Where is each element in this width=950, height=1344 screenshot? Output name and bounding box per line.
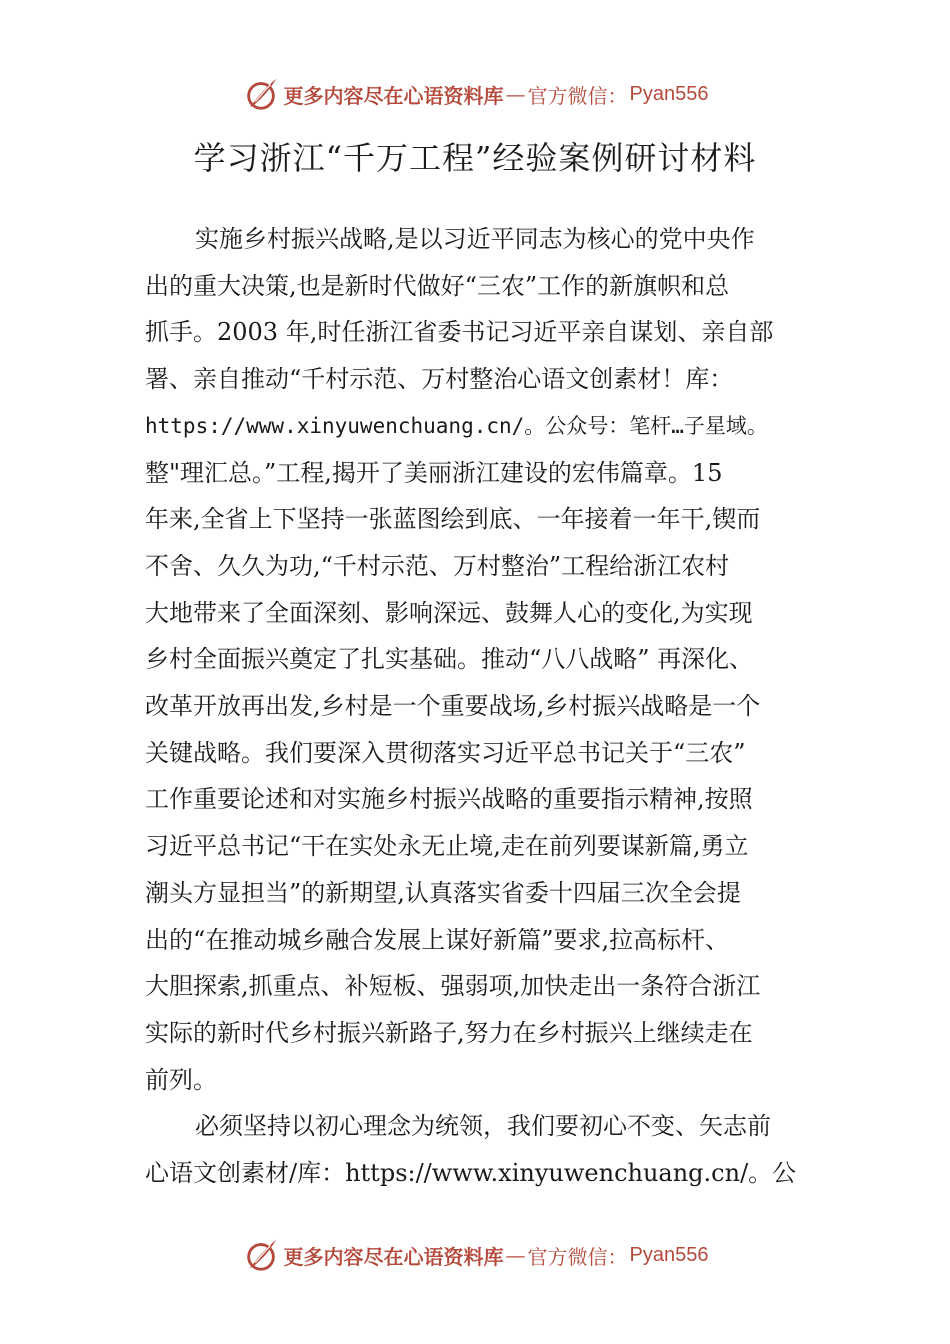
- text-line: 抓手。2003 年,时任浙江省委书记习近平亲自谋划、亲自部: [145, 318, 774, 347]
- footer-banner: [0, 1233, 950, 1277]
- text-line: 出的重大决策,也是新时代做好“三农”工作的新旗帜和总: [145, 271, 730, 300]
- text-line: 署、亲自推动“千村示范、万村整治心语文创素材！库：: [145, 365, 734, 394]
- text-line: 心语文创素材/库：https://www.xinyuwenchuang.cn/。公: [145, 1159, 797, 1188]
- document-title: 学习浙江“千万工程”经验案例研讨材料: [193, 139, 757, 177]
- red-feather-logo-icon: [242, 75, 280, 113]
- text-line: 改革开放再出发,乡村是一个重要战场,乡村振兴战略是一个: [145, 692, 761, 721]
- text-line: 乡村全面振兴奠定了扎实基础。推动“八八战略” 再深化、: [145, 645, 754, 674]
- banner-dash: —: [505, 1243, 526, 1267]
- banner-wechat-id: Pyan556: [629, 1243, 709, 1266]
- text-line-url: https://www.xinyuwenchuang.cn/。公众号：笔杆…子星域。: [145, 413, 768, 438]
- text-line: 工作重要论述和对实施乡村振兴战略的重要指示精神,按照: [145, 785, 753, 814]
- banner-wechat-label: 官方微信：: [527, 83, 628, 108]
- text-line: 大胆探索,抓重点、补短板、强弱项,加快走出一条符合浙江: [145, 972, 761, 1001]
- document-body: [145, 216, 835, 1197]
- text-line: 关键战略。我们要深入贯彻落实习近平总书记关于“三农”: [145, 738, 746, 767]
- header-banner: [0, 72, 950, 116]
- text-line: 实施乡村振兴战略,是以习近平同志为核心的党中央作: [195, 225, 755, 253]
- text-line: 前列。: [145, 1065, 217, 1094]
- banner-wechat-label: 官方微信：: [527, 1244, 628, 1269]
- text-line: 实际的新时代乡村振兴新路子,努力在乡村振兴上继续走在: [145, 1018, 753, 1047]
- text-line: 大地带来了全面深刻、影响深远、鼓舞人心的变化,为实现: [145, 598, 753, 627]
- text-line: 必须坚持以初心理念为统领，我们要初心不变、矢志前: [195, 1112, 771, 1141]
- text-line: 整"理汇总。”工程,揭开了美丽浙江建设的宏伟篇章。15: [145, 458, 723, 487]
- paragraph-2: [145, 1103, 835, 1196]
- banner-dash: —: [505, 82, 526, 106]
- paragraph-1: [145, 216, 835, 1103]
- text-line: 习近平总书记“干在实处永无止境,走在前列要谋新篇,勇立: [145, 832, 749, 861]
- text-line: 不舍、久久为功,“千村示范、万村整治”工程给浙江农村: [145, 551, 730, 580]
- banner-wechat-id: Pyan556: [629, 82, 709, 105]
- text-line: 年来,全省上下坚持一张蓝图绘到底、一年接着一年干,锲而: [145, 505, 761, 534]
- text-line: 出的“在推动城乡融合发展上谋好新篇”要求,拉高标杆、: [145, 925, 730, 954]
- banner-brand-text: 更多内容尽在心语资料库: [283, 1244, 504, 1269]
- red-feather-logo-icon: [242, 1236, 280, 1274]
- text-line: 潮头方显担当”的新期望,认真落实省委十四届三次全会提: [145, 878, 741, 907]
- banner-brand-text: 更多内容尽在心语资料库: [283, 83, 504, 108]
